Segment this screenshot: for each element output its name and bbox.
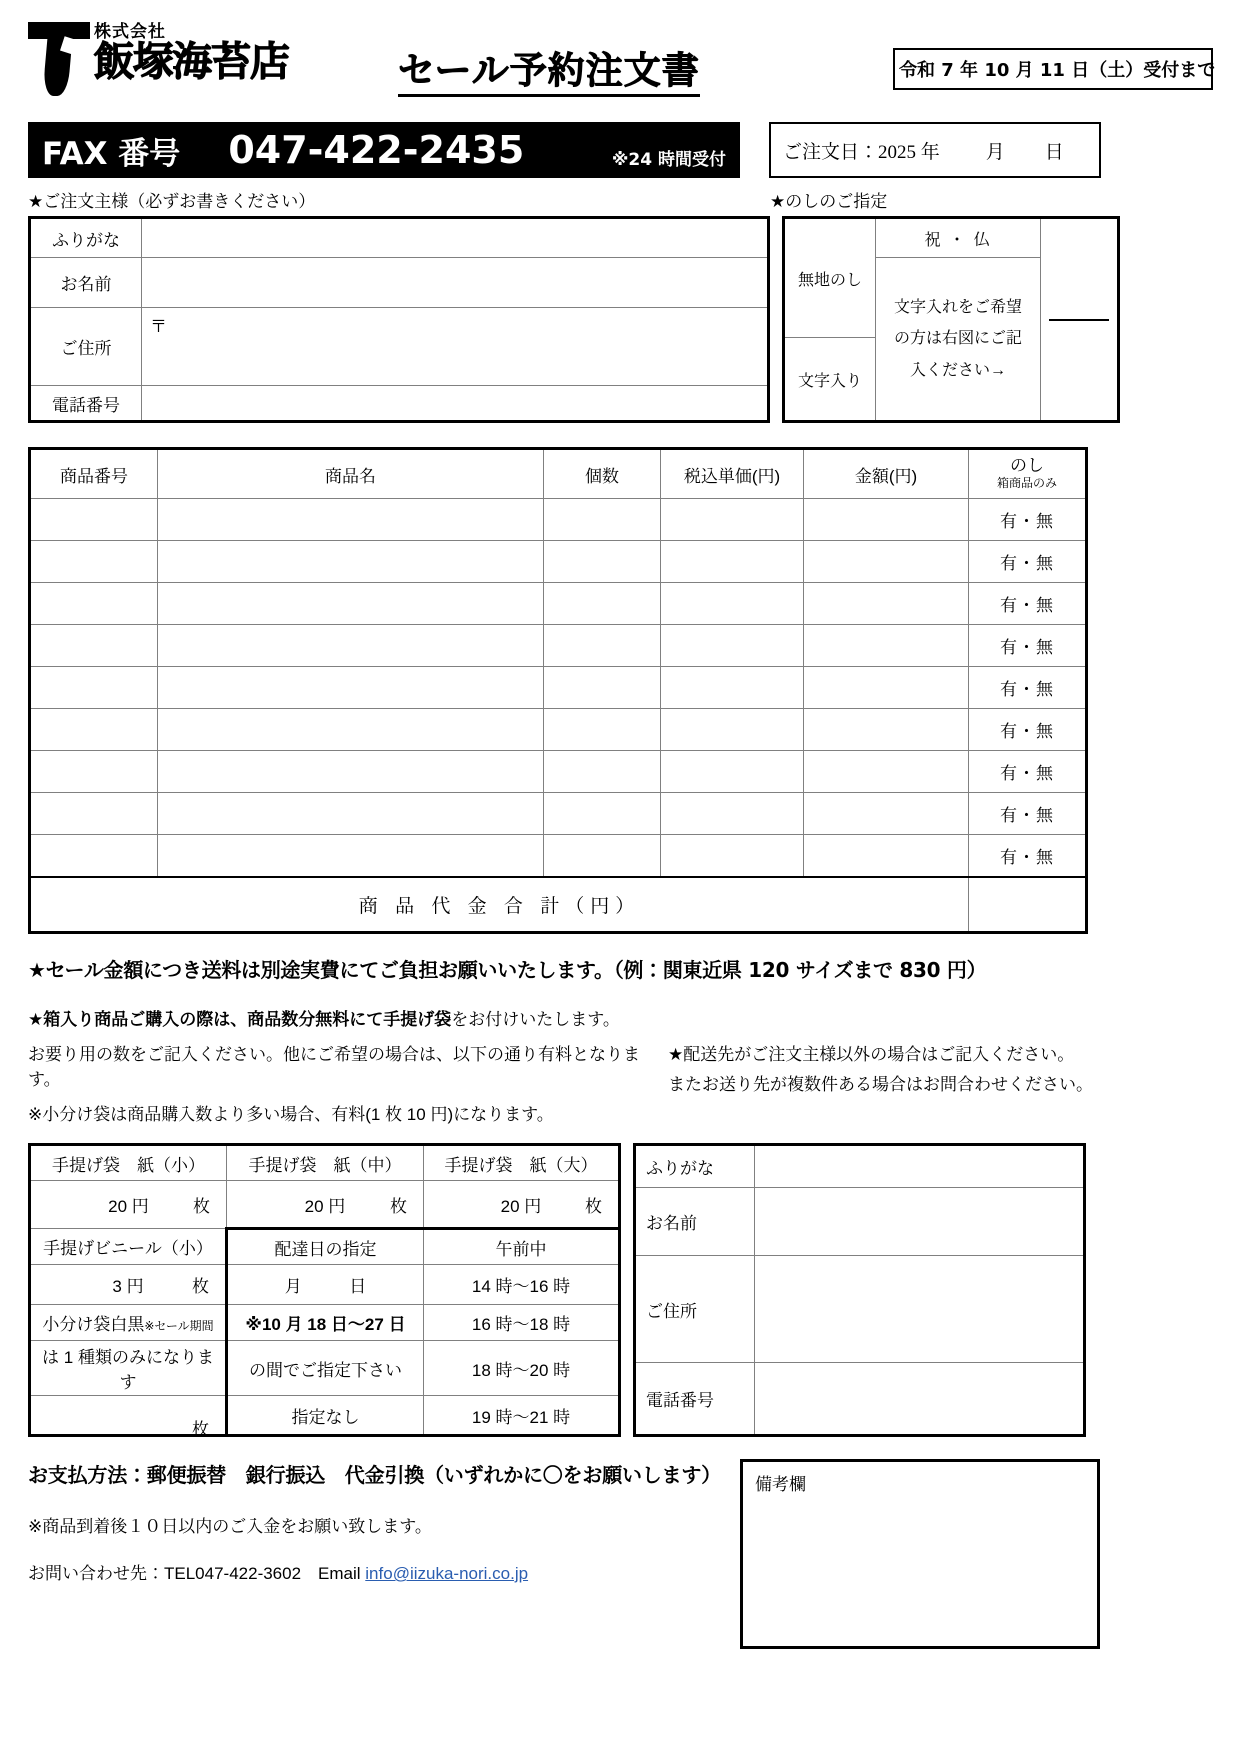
bag-paper-medium-label: 手提げ袋 紙（中）: [227, 1145, 424, 1181]
header-amount: 金額(円): [804, 449, 969, 499]
delivery-date-day: 日: [349, 1277, 367, 1296]
product-price-cell[interactable]: [661, 709, 804, 751]
table-row: [30, 709, 1087, 751]
product-price-cell[interactable]: [661, 541, 804, 583]
destination-notes-column: [668, 1040, 1213, 1135]
total-value-cell[interactable]: [969, 877, 1087, 933]
fax-label: FAX 番号: [42, 135, 181, 172]
table-row: [30, 1341, 620, 1396]
delivery-time-morning[interactable]: 午前中: [424, 1229, 620, 1265]
header-noshi: [969, 449, 1087, 499]
product-no-cell[interactable]: [30, 583, 158, 625]
delivery-range-subnote: の間でご指定下さい: [227, 1341, 424, 1396]
table-row: [30, 258, 769, 308]
product-name-cell[interactable]: [158, 583, 544, 625]
product-price-cell[interactable]: [661, 793, 804, 835]
product-rows-body: [30, 499, 1087, 877]
product-amount-cell[interactable]: [804, 541, 969, 583]
product-no-cell[interactable]: [30, 625, 158, 667]
bag-kowake-label-note: ※セール期間: [144, 1319, 214, 1333]
destination-note-1: ★配送先がご注文主様以外の場合はご記入ください。: [668, 1045, 1075, 1064]
product-noshi-cell[interactable]: 有・無: [969, 541, 1087, 583]
product-amount-cell[interactable]: [804, 583, 969, 625]
customer-input-furigana[interactable]: [142, 218, 769, 258]
product-name-cell[interactable]: [158, 835, 544, 877]
product-amount-cell[interactable]: [804, 751, 969, 793]
product-name-cell[interactable]: [158, 709, 544, 751]
product-qty-cell[interactable]: [544, 709, 661, 751]
bag-paper-large-unit: 枚: [585, 1196, 602, 1216]
order-date-day: 日: [1044, 141, 1064, 163]
product-no-cell[interactable]: [30, 541, 158, 583]
customer-and-noshi-block: [28, 216, 1213, 423]
notes-split-row: [28, 1040, 1213, 1135]
destination-table: [633, 1143, 1086, 1437]
product-order-table: [28, 447, 1088, 934]
product-no-cell[interactable]: [30, 835, 158, 877]
remarks-box[interactable]: [740, 1459, 1100, 1649]
destination-input-furigana[interactable]: [755, 1145, 1085, 1188]
bag-paper-large-qty[interactable]: [424, 1181, 620, 1229]
product-price-cell[interactable]: [661, 667, 804, 709]
table-row: [30, 541, 1087, 583]
delivery-time-16-18[interactable]: 16 時〜18 時: [424, 1305, 620, 1341]
delivery-range-note: ※10 月 18 日〜27 日: [227, 1305, 424, 1341]
table-row: [30, 835, 1087, 877]
delivery-time-18-20[interactable]: 18 時〜20 時: [424, 1341, 620, 1396]
noshi-title-cell[interactable]: 祝 ・ 仏: [876, 218, 1041, 258]
product-no-cell[interactable]: [30, 667, 158, 709]
delivery-date-month: 月: [284, 1277, 302, 1296]
product-name-cell[interactable]: [158, 751, 544, 793]
destination-label-address: ご住所: [635, 1256, 755, 1363]
product-amount-cell[interactable]: [804, 625, 969, 667]
bag-kowake-unit: 枚: [192, 1420, 209, 1439]
bag-paper-small-qty[interactable]: [30, 1181, 227, 1229]
product-no-cell[interactable]: [30, 793, 158, 835]
order-date-field[interactable]: [769, 122, 1101, 178]
product-qty-cell[interactable]: [544, 793, 661, 835]
product-no-cell[interactable]: [30, 751, 158, 793]
page-title: [388, 18, 893, 94]
bag-paper-medium-price: 20 円: [304, 1196, 346, 1216]
bag-paper-small-label: 手提げ袋 紙（小）: [30, 1145, 227, 1181]
product-qty-cell[interactable]: [544, 625, 661, 667]
bag-kowake-label-main: 小分け袋白黒: [42, 1315, 145, 1334]
section-captions: [28, 187, 1213, 212]
bag-vinyl-small-price: 3 円: [112, 1277, 144, 1296]
bag-paper-medium-qty[interactable]: [227, 1181, 424, 1229]
table-row: [30, 667, 1087, 709]
product-name-cell[interactable]: [158, 499, 544, 541]
table-row: [30, 308, 769, 386]
product-noshi-cell[interactable]: 有・無: [969, 751, 1087, 793]
noshi-instruction-line-3: 入ください→: [909, 361, 1006, 379]
product-amount-cell[interactable]: [804, 793, 969, 835]
destination-note-2: またお送り先が複数件ある場合はお問合わせください。: [668, 1074, 1093, 1094]
noshi-plain-option[interactable]: 無地のし: [784, 218, 876, 338]
bag-paper-large-label: 手提げ袋 紙（大）: [424, 1145, 620, 1181]
bag-vinyl-small-label: 手提げビニール（小）: [30, 1229, 227, 1265]
fax-hours-note: ※24 時間受付: [611, 150, 726, 170]
total-label: 商 品 代 金 合 計（円）: [30, 877, 969, 933]
product-amount-cell[interactable]: [804, 667, 969, 709]
product-amount-cell[interactable]: [804, 709, 969, 751]
table-row: [784, 218, 1119, 258]
destination-input-name[interactable]: [755, 1188, 1085, 1256]
product-no-cell[interactable]: [30, 499, 158, 541]
header-product-no: 商品番号: [30, 449, 158, 499]
bag-notes-column: [28, 1040, 668, 1135]
product-price-cell[interactable]: [661, 751, 804, 793]
table-row: [30, 1229, 620, 1265]
product-amount-cell[interactable]: [804, 835, 969, 877]
delivery-time-14-16[interactable]: 14 時〜16 時: [424, 1265, 620, 1305]
customer-label-address: ご住所: [30, 308, 142, 386]
table-row: [30, 499, 1087, 541]
product-no-cell[interactable]: [30, 709, 158, 751]
bag-kowake-label-row2: は 1 種類のみになります: [30, 1341, 227, 1396]
destination-label-phone: 電話番号: [635, 1363, 755, 1436]
total-row: [30, 877, 1087, 933]
destination-label-furigana: ふりがな: [635, 1145, 755, 1188]
table-row: [30, 1145, 620, 1181]
bag-paper-small-price: 20 円: [108, 1197, 149, 1216]
table-row: [635, 1145, 1085, 1188]
product-noshi-cell[interactable]: 有・無: [969, 667, 1087, 709]
payment-method-line: お支払方法：郵便振替 銀行振込 代金引換（いずれかに〇をお願いします）: [28, 1463, 721, 1487]
noshi-write-area[interactable]: [1041, 218, 1119, 422]
company-prefix: 株式会社: [94, 22, 166, 42]
product-noshi-cell[interactable]: 有・無: [969, 499, 1087, 541]
destination-label-name: お名前: [635, 1188, 755, 1256]
nori-shop-mark-icon: [28, 22, 90, 96]
customer-section-caption: ★ご注文主様（必ずお書きください）: [28, 192, 316, 211]
table-row: [30, 625, 1087, 667]
payment-note: ※商品到着後１０日以内のご入金をお願い致します。: [28, 1517, 432, 1536]
contact-email-link[interactable]: info@iizuka-nori.co.jp: [365, 1564, 529, 1583]
product-qty-cell[interactable]: [544, 667, 661, 709]
bag-paper-small-unit: 枚: [193, 1197, 210, 1216]
product-name-cell[interactable]: [158, 793, 544, 835]
noshi-name-line: [1049, 319, 1109, 321]
table-row: [635, 1256, 1085, 1363]
product-noshi-cell[interactable]: 有・無: [969, 583, 1087, 625]
product-name-cell[interactable]: [158, 541, 544, 583]
bag-free-notice: [28, 1005, 1213, 1030]
noshi-instruction-line-2: の方は右図にご記: [893, 330, 1022, 348]
fax-banner: [28, 122, 740, 178]
contact-line: [28, 1559, 728, 1584]
delivery-no-specification[interactable]: 指定なし: [227, 1396, 424, 1436]
table-row: [635, 1363, 1085, 1436]
customer-table: [28, 216, 770, 423]
bag-vinyl-small-qty[interactable]: [30, 1265, 227, 1305]
header-unit-price: 税込単価(円): [661, 449, 804, 499]
product-qty-cell[interactable]: [544, 835, 661, 877]
destination-input-phone[interactable]: [755, 1363, 1085, 1436]
bag-kowake-qty[interactable]: [30, 1396, 227, 1439]
bag-kowake-label-row1: [30, 1305, 227, 1341]
delivery-time-19-21[interactable]: 19 時〜21 時: [424, 1396, 620, 1436]
delivery-date-header: 配達日の指定: [227, 1229, 424, 1265]
bag-free-notice-rest: をお付けいたします。: [451, 1010, 620, 1029]
table-row: [30, 751, 1087, 793]
product-qty-cell[interactable]: [544, 583, 661, 625]
noshi-instruction: [876, 258, 1041, 422]
header-noshi-main: のし: [1010, 455, 1044, 475]
fax-number: 047-422-2435: [228, 128, 525, 172]
noshi-section-caption: ★のしのご指定: [770, 192, 888, 211]
product-price-cell[interactable]: [661, 835, 804, 877]
product-noshi-cell[interactable]: 有・無: [969, 835, 1087, 877]
order-date-month: 月: [985, 141, 1005, 163]
remarks-label: 備考欄: [755, 1475, 806, 1494]
company-name: 飯塚海苔店: [94, 39, 289, 85]
customer-input-name[interactable]: [142, 258, 769, 308]
order-date-label: ご注文日：2025 年: [783, 141, 940, 163]
customer-label-phone: 電話番号: [30, 386, 142, 422]
table-row: [635, 1188, 1085, 1256]
noshi-text-option[interactable]: 文字入り: [784, 338, 876, 422]
shipping-notice: ★セール金額につき送料は別途実費にてご負担お願いいたします。（例：関東近県 120 サイズまで 830 円）: [28, 958, 987, 982]
table-row: [30, 1265, 620, 1305]
bag-paper-medium-unit: 枚: [390, 1196, 407, 1216]
payment-column: [28, 1459, 728, 1649]
noshi-instruction-line-1: 文字入れをご希望: [893, 299, 1022, 317]
product-name-cell[interactable]: [158, 667, 544, 709]
header-product-name: 商品名: [158, 449, 544, 499]
header-noshi-sub: 箱商品のみ: [996, 475, 1057, 490]
product-noshi-cell[interactable]: 有・無: [969, 709, 1087, 751]
product-price-cell[interactable]: [661, 499, 804, 541]
contact-prefix: お問い合わせ先：TEL047-422-3602 Email: [28, 1564, 366, 1583]
table-row: [30, 386, 769, 422]
bag-note-sub1: お要り用の数をご記入ください。他にご希望の場合は、以下の通り有料となります。: [28, 1045, 640, 1089]
product-qty-cell[interactable]: [544, 499, 661, 541]
bag-paper-large-price: 20 円: [500, 1196, 542, 1216]
table-row: [30, 1181, 620, 1229]
deadline-badge: 令和 7 年 10 月 11 日（土）受付まで: [893, 48, 1213, 90]
table-row: [30, 583, 1087, 625]
bag-free-notice-bold: ★箱入り商品ご購入の際は、商品数分無料にて手提げ袋: [28, 1010, 452, 1029]
product-amount-cell[interactable]: [804, 499, 969, 541]
fax-bar-row: [28, 122, 1213, 178]
bag-and-delivery-table: [28, 1143, 621, 1437]
customer-input-phone[interactable]: [142, 386, 769, 422]
page-header: [28, 18, 1216, 114]
table-row: [30, 1305, 620, 1341]
bag-note-sub2: ※小分け袋は商品購入数より多い場合、有料(1 枚 10 円)になります。: [28, 1105, 554, 1124]
table-row: [30, 1396, 620, 1436]
page-title-text: セール予約注文書: [398, 49, 700, 97]
bottom-tables-row: [28, 1143, 1213, 1437]
customer-label-furigana: ふりがな: [30, 218, 142, 258]
product-price-cell[interactable]: [661, 583, 804, 625]
customer-input-address[interactable]: 〒: [142, 308, 769, 386]
destination-input-address[interactable]: [755, 1256, 1085, 1363]
noshi-table: [782, 216, 1120, 423]
product-noshi-cell[interactable]: 有・無: [969, 793, 1087, 835]
header-quantity: 個数: [544, 449, 661, 499]
product-name-cell[interactable]: [158, 625, 544, 667]
product-qty-cell[interactable]: [544, 751, 661, 793]
table-row: [30, 793, 1087, 835]
bag-vinyl-small-unit: 枚: [192, 1277, 209, 1296]
delivery-date-input[interactable]: [227, 1265, 424, 1305]
customer-label-name: お名前: [30, 258, 142, 308]
company-logo: [28, 18, 388, 96]
table-row: [30, 218, 769, 258]
product-price-cell[interactable]: [661, 625, 804, 667]
table-header-row: [30, 449, 1087, 499]
footer-row: [28, 1459, 1213, 1649]
product-noshi-cell[interactable]: 有・無: [969, 625, 1087, 667]
product-qty-cell[interactable]: [544, 541, 661, 583]
